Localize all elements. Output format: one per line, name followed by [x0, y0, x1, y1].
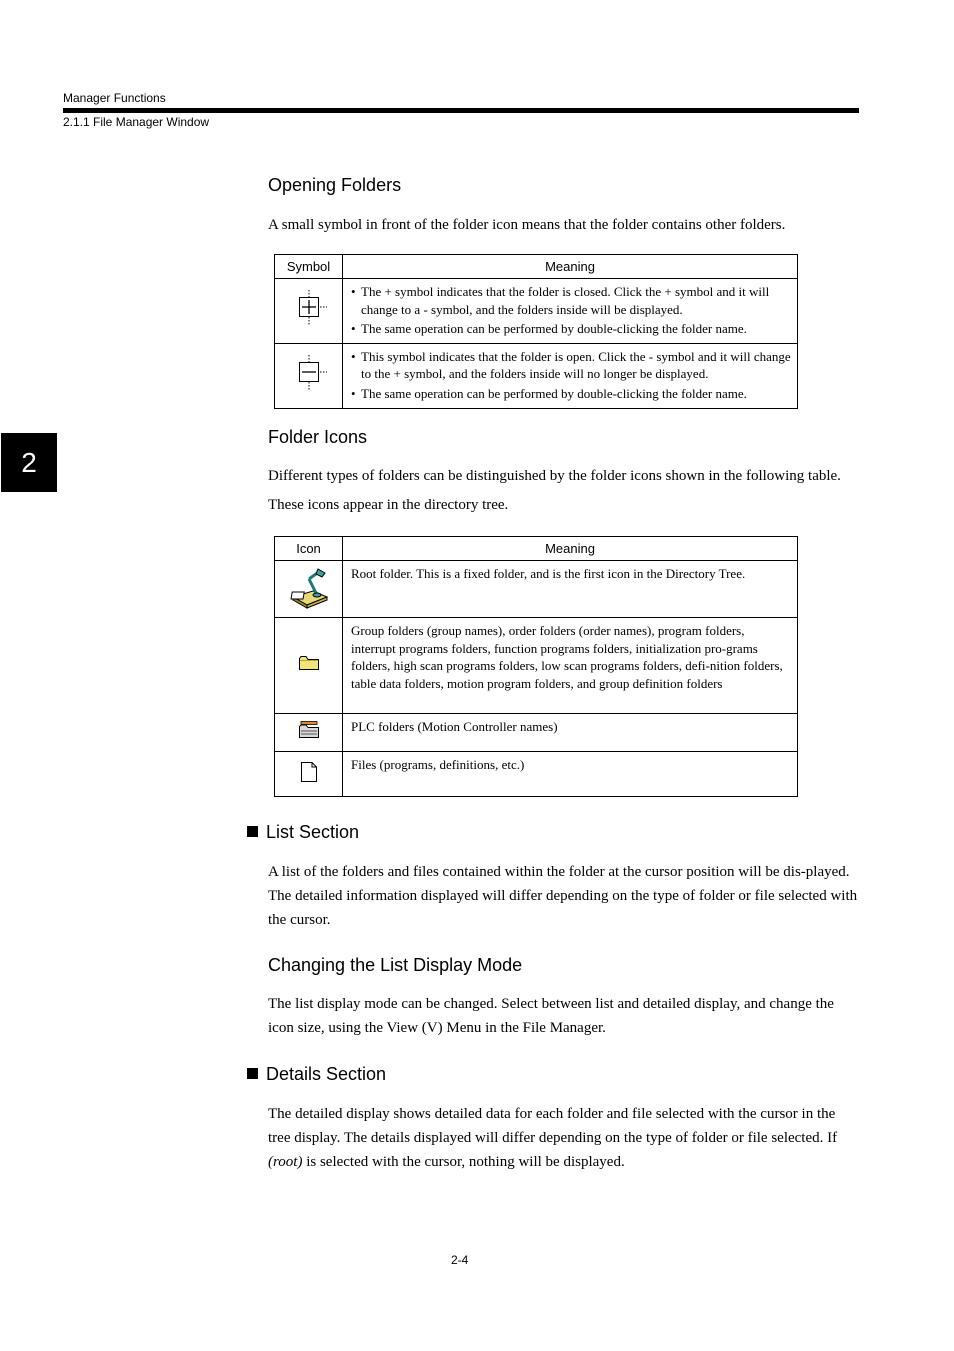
- details-text-part: The detailed display shows detailed data for each folder and file selected with the cursor in the tree display. The details displayed will differ depending on the type of folder or file selected. If: [268, 1106, 838, 1146]
- details-section-title: Details Section: [266, 1064, 387, 1084]
- square-bullet-icon: [247, 826, 258, 837]
- icon-cell: [275, 561, 343, 618]
- icon-meaning-cell: Files (programs, definitions, etc.): [343, 752, 798, 797]
- meaning-bullet: • The + symbol indicates that the folder is closed. Click the + symbol and it will change to a - symbol, and the folders inside will be displayed.: [351, 283, 792, 318]
- symbol-meaning-cell: [343, 343, 798, 408]
- running-header-section: 2.1.1 File Manager Window: [63, 115, 210, 129]
- square-bullet-icon: [247, 1068, 258, 1079]
- list-section-title: List Section: [266, 822, 360, 842]
- meaning-bullet: • This symbol indicates that the folder is open. Click the - symbol and it will change to the + symbol, and the folders inside will no longer be displayed.: [351, 348, 792, 383]
- icon-cell: [275, 618, 343, 714]
- meaning-col-header: Meaning: [343, 537, 798, 561]
- file-icon: [300, 761, 318, 783]
- chapter-tab: 2: [1, 433, 57, 492]
- page-number: 2-4: [451, 1253, 469, 1267]
- yellow-folder-icon: [298, 654, 320, 672]
- symbol-meaning-cell: [343, 279, 798, 344]
- icon-meaning-cell: PLC folders (Motion Controller names): [343, 714, 798, 752]
- opening-folders-heading: Opening Folders: [268, 175, 402, 195]
- running-header-chapter: Manager Functions: [63, 91, 166, 105]
- list-section-text: A list of the folders and files contained within the folder at the cursor position will be dis-played. The detailed information displayed will differ depending on the type of folder or file selected with the cursor.: [268, 864, 858, 928]
- icon-cell: [275, 752, 343, 797]
- meaning-col-header: Meaning: [343, 255, 798, 279]
- symbol-table: [274, 254, 798, 409]
- icon-meaning-cell: Group folders (group names), order folders (order names), program folders, interrupt programs folders, function programs folders, initialization pro-grams folders, high scan programs folders, low scan programs folders, defi-nition folders, table data folders, motion program folders, and group definition folders: [343, 618, 798, 714]
- icon-col-header: Icon: [275, 537, 343, 561]
- opening-folders-intro: A small symbol in front of the folder icon means that the folder contains other folders.: [268, 217, 786, 233]
- symbol-cell: [275, 343, 343, 408]
- folder-icons-intro: Different types of folders can be distinguished by the folder icons shown in the following table. These icons appear in the directory tree.: [268, 468, 841, 513]
- header-rule: [63, 108, 859, 113]
- details-text-part: is selected with the cursor, nothing will be displayed.: [302, 1154, 625, 1170]
- list-display-mode-heading: Changing the List Display Mode: [268, 955, 523, 975]
- details-section-heading: [247, 1064, 386, 1085]
- minus-collapse-icon: [289, 353, 329, 393]
- meaning-bullet: • The same operation can be performed by double-clicking the folder name.: [351, 385, 792, 403]
- list-display-mode-text: The list display mode can be changed. Select between list and detailed display, and change the icon size, using the View (V) Menu in the File Manager.: [268, 996, 834, 1036]
- icon-cell: [275, 714, 343, 752]
- folder-icons-heading: Folder Icons: [268, 427, 368, 447]
- icon-meaning-cell: Root folder. This is a fixed folder, and is the first icon in the Directory Tree.: [343, 561, 798, 618]
- root-folder-icon: [287, 565, 331, 609]
- root-italic: (root): [268, 1154, 303, 1170]
- details-section-text: [268, 1102, 858, 1174]
- folder-icon-table: [274, 536, 798, 797]
- meaning-bullet: • The same operation can be performed by double-clicking the folder name.: [351, 320, 792, 338]
- plus-expand-icon: [289, 288, 329, 328]
- symbol-col-header: Symbol: [275, 255, 343, 279]
- plc-folder-icon: [298, 720, 320, 740]
- list-section-heading: [247, 822, 359, 843]
- symbol-cell: [275, 279, 343, 344]
